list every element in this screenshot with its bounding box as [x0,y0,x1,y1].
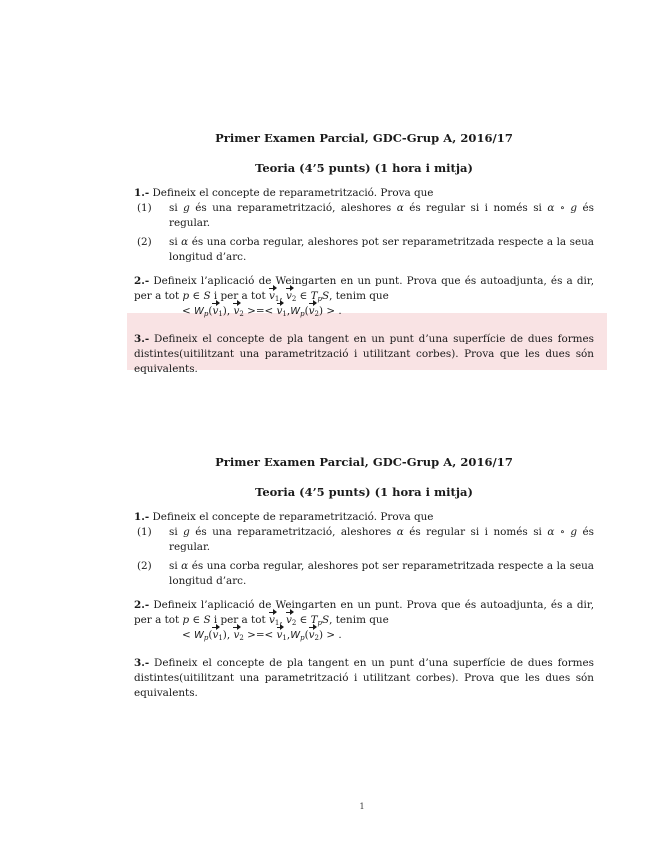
math-var: g [183,202,190,214]
vector-symbol: v [233,629,240,641]
sub-item-1 [134,525,594,555]
question-number: 2.- [134,275,150,287]
text: és una corba regular, aleshores pot ser reparametritzada respecte a la seua longitud d’arc. [169,236,594,263]
vector-symbol: v [212,305,219,317]
sub-item-label: (2) [137,560,152,572]
subscript: 2 [314,634,319,642]
math-var: α [396,202,404,214]
text: si [169,560,182,572]
question-2: 2.- Defineix l’aplicació de Weingarten en un punt. Prova que és autoadjunta, és a dir, per a tot p ∈ S i per a tot $v_1$, $v_2$ ∈ $T_pS$, tenim que < $W_p(v_1)$, $v_2$ >=< $v_1,W_p(v_2)$ > . [134,275,594,318]
question-text: Defineix el concepte de pla tangent en un punt d’una superfície de dues formes distintes(uitilitzant una parametrització i utilitzant corbes). Prova que les dues són equivalents. [134,657,594,699]
vector-v2 [309,628,315,643]
question-text: Defineix l’aplicació de Weingarten en un punt. Prova que és autoadjunta, és a dir, per a tot [134,599,594,626]
subscript: 1 [282,310,287,318]
question-number: 3.- [134,333,150,345]
text: si [169,202,184,214]
text: és regular. [169,202,594,229]
question-text: Defineix el concepte de reparametrització. Prova que [149,187,434,199]
math-var: p [182,614,190,626]
text: , tenim que [329,290,389,302]
formula-part: < [182,305,195,317]
question-3 [134,656,594,701]
math-var: α [396,526,404,538]
subscript: p [317,295,322,303]
sub-item-2 [134,559,594,589]
exam-copy-1 [134,131,594,377]
math-set: ∈ S [189,614,211,626]
math-var: g [183,526,190,538]
weingarten-formula: < $W_p(v_1)$, $v_2$ >=< $v_1,W_p(v_2)$ > . [182,305,342,318]
question-3 [134,332,594,377]
subscript: 2 [314,310,319,318]
math-expr: α ∘ g [547,526,578,538]
text: i per a tot [210,290,269,302]
math-tangent: ∈ T [296,290,318,302]
question-1 [134,186,594,265]
question-text: Defineix l’aplicació de Weingarten en un punt. Prova que és autoadjunta, és a dir, per a tot [134,275,594,302]
vector-v1 [212,304,218,319]
question-1 [134,510,594,589]
math-set: S [322,290,330,302]
exam-title: Primer Examen Parcial, GDC-Grup A, 2016/17 [215,131,513,145]
question-text: Defineix el concepte de reparametrització. Prova que [149,511,434,523]
vector-v2 [233,304,239,319]
formula-part: >=< [243,629,277,641]
weingarten-symbol: W [194,306,204,317]
vector-v2 [233,628,239,643]
vector-v1 [269,289,275,304]
subscript: 2 [291,619,297,627]
subscript: p [317,619,322,627]
weingarten-symbol: W [194,630,204,641]
text: és una reparametrització, aleshores [189,526,397,538]
sub-item-label: (2) [137,236,152,248]
text: si [169,236,182,248]
vector-v2 [286,613,292,628]
subscript: 2 [291,295,297,303]
weingarten-symbol: W [290,306,301,317]
formula-part: < [182,629,195,641]
text: és regular. [169,526,594,553]
question-text: Defineix el concepte de pla tangent en un punt d’una superfície de dues formes distintes(uitilitzant una parametrització i utilitzant corbes). Prova que les dues són equivalents. [134,333,594,375]
vector-symbol: v [308,629,315,641]
subscript: 1 [218,634,223,642]
math-set: ∈ S [189,290,211,302]
question-number: 3.- [134,657,150,669]
subscript: 2 [239,634,244,642]
vector-v1 [212,628,218,643]
question-number: 1.- [134,511,150,523]
vector-symbol: v [268,614,275,626]
vector-symbol: v [285,290,292,302]
subscript: 1 [274,619,280,627]
sub-item-label: (1) [137,526,152,538]
text: és una reparametrització, aleshores [189,202,397,214]
sub-item-1 [134,201,594,231]
sub-item-label: (1) [137,202,152,214]
vector-v1 [277,304,283,319]
page-number: 1 [359,802,365,811]
math-var: α [181,236,189,248]
question-2: 2.- Defineix l’aplicació de Weingarten en un punt. Prova que és autoadjunta, és a dir, per a tot p ∈ S i per a tot $v_1$, $v_2$ ∈ $T_pS$, tenim que < $W_p(v_1)$, $v_2$ >=< $v_1,W_p(v_2)$ > . [134,599,594,642]
exam-copy-2 [134,455,594,701]
formula-part: > . [323,629,342,641]
subscript: 1 [218,310,223,318]
vector-v1 [269,613,275,628]
vector-symbol: v [276,305,283,317]
question-number: 2.- [134,599,150,611]
vector-symbol: v [233,305,240,317]
weingarten-symbol: W [290,630,301,641]
weingarten-formula: < $W_p(v_1)$, $v_2$ >=< $v_1,W_p(v_2)$ > . [182,629,342,642]
text: , tenim que [329,614,389,626]
vector-v2 [286,289,292,304]
sub-item-2 [134,235,594,265]
vector-symbol: v [285,614,292,626]
text: és regular si i només si [403,202,548,214]
text: és una corba regular, aleshores pot ser reparametritzada respecte a la seua longitud d’arc. [169,560,594,587]
vector-symbol: v [308,305,315,317]
subscript: p [300,634,305,642]
formula-part: > . [323,305,342,317]
math-set: S [322,614,330,626]
text: si [169,526,184,538]
vector-v2 [309,304,315,319]
exam-subtitle: Teoria (4’5 punts) (1 hora i mitja) [255,485,473,499]
vector-v1 [277,628,283,643]
math-expr: α ∘ g [547,202,578,214]
vector-symbol: v [276,629,283,641]
formula-part: >=< [243,305,277,317]
math-var: p [182,290,190,302]
exam-title: Primer Examen Parcial, GDC-Grup A, 2016/17 [215,455,513,469]
vector-symbol: v [268,290,275,302]
text: és regular si i només si [403,526,548,538]
math-tangent: ∈ T [296,614,318,626]
math-var: α [181,560,189,572]
text: i per a tot [210,614,269,626]
vector-symbol: v [212,629,219,641]
subscript: p [203,634,209,642]
subscript: p [300,310,305,318]
subscript: 2 [239,310,244,318]
subscript: 1 [282,634,287,642]
subscript: 1 [274,295,280,303]
question-number: 1.- [134,187,150,199]
exam-subtitle: Teoria (4’5 punts) (1 hora i mitja) [255,161,473,175]
subscript: p [203,310,209,318]
